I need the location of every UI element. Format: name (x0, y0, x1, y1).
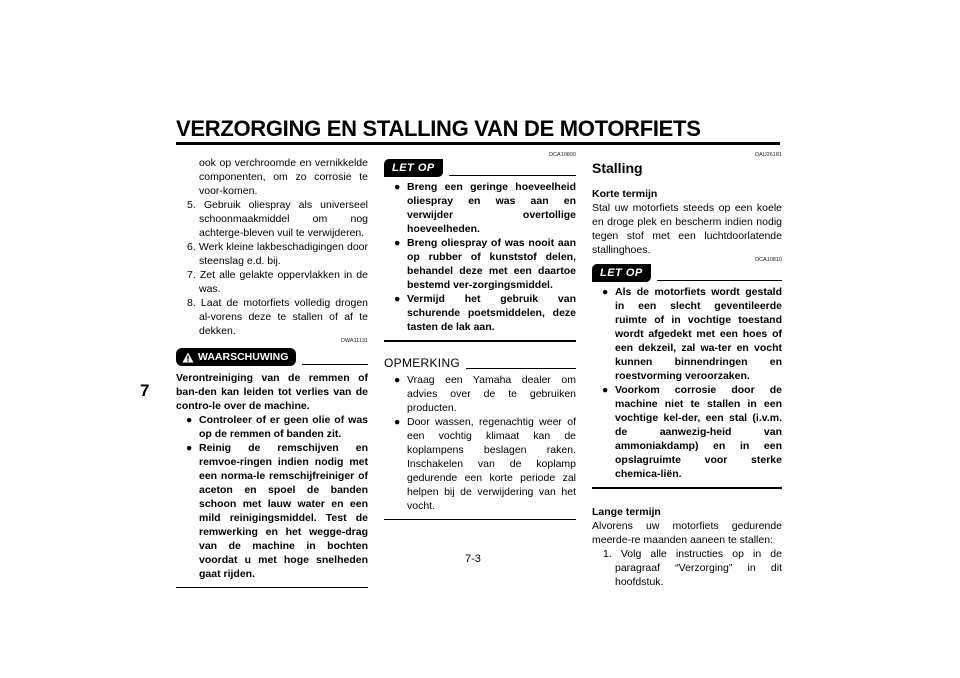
section-code: DAU26181 (755, 152, 782, 158)
bullet-text: Voorkom corrosie door de machine niet te stallen in een vochtige kel-der, een stal (i.v.m. de aanwezig-heid van ammoniakdamp) en in een opslagruimte voor sterke chemica-liën. (615, 384, 782, 480)
short-term-text: Stal uw motorfiets steeds op een koele en droge plek en bescherm indien nodig tegen stof met een luchtdoorlatende stallinghoes. (592, 202, 782, 256)
step-number: 5. (187, 199, 196, 211)
note-bullets (384, 373, 576, 513)
bullet-text: Controleer of er geen olie of was op de remmen of banden zit. (199, 414, 368, 440)
long-term-text: Alvorens uw motorfiets gedurende meerde-re maanden aaneen te stallen: (592, 520, 782, 546)
step-number: 7. (187, 269, 196, 281)
bullet-icon: ● (394, 293, 401, 305)
caution-badge-2: LET OP (592, 264, 651, 282)
warning-triangle-icon (182, 352, 194, 363)
step-item (176, 198, 368, 240)
step-number: 1. (603, 548, 612, 560)
page-number: 7-3 (465, 553, 481, 565)
caution-badge: LET OP (384, 159, 443, 177)
bullet-item (592, 383, 782, 481)
cleaning-steps (176, 198, 368, 338)
bullet-text: Vermijd het gebruik van schurende poetsmiddelen, deze tasten de lak aan. (407, 293, 576, 333)
note-label: OPMERKING (384, 356, 461, 370)
bullet-item (384, 180, 576, 236)
step-number: 8. (187, 297, 196, 309)
page-title: VERZORGING EN STALLING VAN DE MOTORFIETS (176, 116, 701, 141)
bullet-item (384, 415, 576, 513)
continuation-text: ook op verchroomde en vernikkelde componenten, om zo corrosie te voor-komen. (199, 157, 368, 197)
step-item (176, 240, 368, 268)
bullet-icon: ● (394, 237, 401, 249)
long-term-steps (592, 547, 782, 589)
caution-code: DCA10800 (549, 152, 576, 158)
warning-header (176, 348, 368, 366)
caution-header-line-2 (657, 280, 782, 281)
bullet-text: Breng een geringe hoeveelheid oliespray en was aan en verwijder overtollige hoeveelheden. (407, 181, 576, 235)
title-rule (176, 142, 780, 145)
chapter-tab: 7 (140, 381, 150, 400)
bullet-text: Reinig de remschijven en remvoe-ringen indien nodig met een norma-le remschijfreiniger of aceton en spoel de banden schoon met lauw water en een mild reinigingsmiddel. Test de remwerking en het wegge-drag van de machine in bochten voordat u met hoge snelheden gaat rijden. (199, 442, 368, 580)
step-text: Volg alle instructies op in de paragraaf “Verzorging” in dit hoofdstuk. (615, 548, 782, 588)
caution-end-rule (384, 340, 576, 342)
bullet-icon: ● (602, 384, 609, 396)
step-item (176, 268, 368, 296)
bullet-item (384, 373, 576, 415)
bullet-text: Breng oliespray of was nooit aan op rubber of kunststof delen, behandel deze met een daartoe bestemd ver-zorgingsmiddel. (407, 237, 576, 291)
bullet-icon: ● (394, 416, 401, 428)
bullet-text: Vraag een Yamaha dealer om advies over de te gebruiken producten. (407, 374, 576, 414)
warning-header-line (302, 364, 368, 365)
bullet-item (384, 236, 576, 292)
warning-badge (176, 348, 296, 366)
caution-header (384, 159, 576, 177)
short-term-title: Korte termijn (592, 188, 658, 200)
warning-bullets (176, 413, 368, 581)
bullet-icon: ● (394, 181, 401, 193)
long-term-title: Lange termijn (592, 506, 661, 518)
bullet-icon: ● (602, 286, 609, 298)
bullet-item (384, 292, 576, 334)
caution-end-rule-2 (592, 487, 782, 489)
bullet-item (592, 285, 782, 383)
caution-bullets-2 (592, 285, 782, 481)
bullet-icon: ● (186, 414, 193, 426)
column-1 (176, 156, 368, 588)
bullet-icon: ● (186, 442, 193, 454)
note-header-line (466, 368, 576, 369)
caution-code-2: DCA10810 (755, 257, 782, 263)
caution-header-2 (592, 264, 782, 282)
column-3 (592, 152, 782, 589)
step-text: Werk kleine lakbeschadigingen door steenslag e.d. bij. (198, 241, 368, 267)
step-item (592, 547, 782, 589)
bullet-item (176, 441, 368, 581)
warning-intro: Verontreiniging van de remmen of ban-den kan leiden tot verlies van de contro-le over de machine. (176, 372, 368, 412)
step-item (176, 296, 368, 338)
step-number: 6. (187, 241, 196, 253)
section-title: Stalling (592, 160, 643, 176)
bullet-text: Door wassen, regenachtig weer of een vochtig klimaat kan de koplampens beslagen raken. Inschakelen van de koplamp gedurende een korte periode zal helpen bij de verwijdering van het vocht. (407, 416, 576, 512)
step-text: Laat de motorfiets volledig drogen al-vorens deze te stallen of af te dekken. (199, 297, 369, 337)
warning-label: WAARSCHUWING (198, 351, 289, 363)
warning-code: DWA11131 (340, 338, 368, 344)
bullet-icon: ● (394, 374, 401, 386)
step-text: Zet alle gelakte oppervlakken in de was. (199, 269, 368, 295)
caution-bullets (384, 180, 576, 334)
bullet-text: Als de motorfiets wordt gestald in een slecht geventileerde ruimte of in vochtige toestand wordt afgedekt met een hoes of een dekzeil, zal wa-ter en vocht kunnen binnendringen en roestvorming veroorzaken. (615, 286, 782, 382)
bullet-item (176, 413, 368, 441)
note-end-rule (384, 519, 576, 520)
warning-end-rule (176, 587, 368, 588)
note-header (384, 356, 576, 370)
column-2 (384, 152, 576, 520)
caution-header-line (449, 175, 576, 176)
step-text: Gebruik oliespray als universeel schoonmaakmiddel om nog achterge-bleven vuil te verwijderen. (199, 199, 368, 239)
